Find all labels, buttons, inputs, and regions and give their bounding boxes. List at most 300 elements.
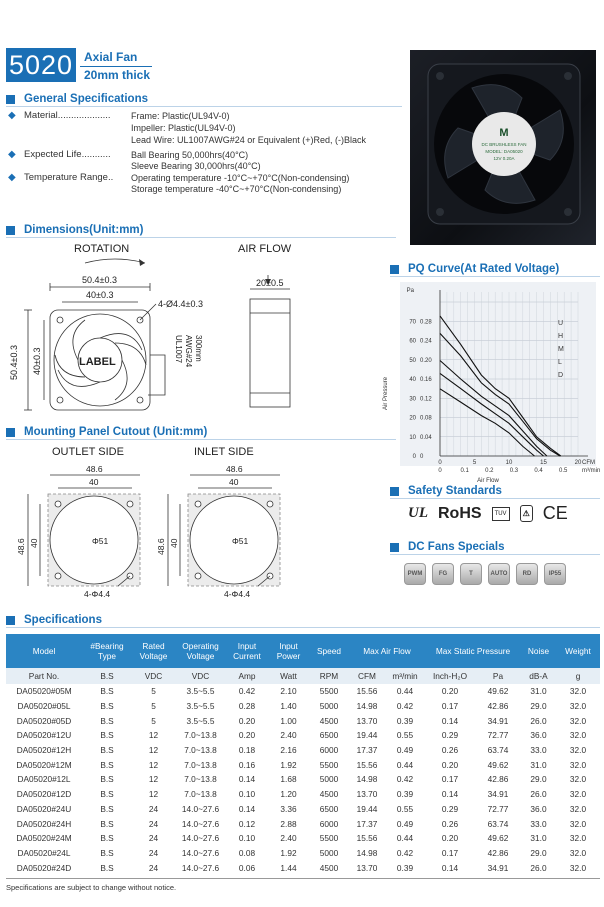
table-cell: 32.0 [569, 862, 587, 873]
table-row [6, 816, 600, 831]
table-cell: 0.18 [238, 745, 256, 756]
unit-cell: Pa [475, 668, 521, 684]
table-cell: 0.20 [238, 730, 256, 741]
outlet-width-inner: 40 [89, 477, 99, 487]
specials-icons [404, 563, 566, 585]
pq-x-tick: 20 [574, 460, 582, 466]
dimensions-heading: Dimensions(Unit:mm) [6, 224, 143, 236]
table-cell: 13.70 [356, 715, 378, 726]
table-cell: 15.56 [356, 833, 378, 844]
table-cell: 1.92 [280, 847, 297, 858]
table-cell: 0.20 [441, 759, 459, 770]
spec-table-wrap [6, 634, 600, 892]
table-cell: 4500 [319, 715, 339, 726]
table-row [6, 860, 600, 875]
pq-y-unit: Pa [406, 288, 414, 294]
table-cell: B.S [100, 774, 114, 785]
table-cell: 14.98 [356, 774, 378, 785]
wire-spec-1: UL1007 [174, 335, 183, 364]
photo-label-2: MODEL: DA05020 [485, 149, 523, 154]
table-row [6, 699, 600, 714]
table-cell: 12 [148, 745, 159, 756]
table-cell: 13.70 [356, 789, 378, 800]
table-cell: 32.0 [569, 818, 587, 829]
table-cell: 0.14 [441, 715, 459, 726]
part-number-cell: DA05020#12L [17, 774, 71, 785]
table-row [6, 772, 600, 787]
material-2: Impeller: Plastic(UL94V-0) [131, 123, 236, 133]
table-cell: 0.14 [441, 789, 459, 800]
life-label: Expected Life........... [24, 149, 111, 160]
table-cell: 24 [148, 862, 159, 873]
table-cell: 1.00 [280, 715, 297, 726]
pq-x-tick: 10 [505, 460, 513, 466]
pq-y-tick: 40 [409, 377, 416, 383]
outlet-height-inner: 40 [29, 538, 39, 548]
general-specs-heading: General Specifications [6, 93, 148, 105]
table-cell: 24 [148, 847, 159, 858]
part-number-cell: DA05020#12U [16, 730, 72, 741]
outlet-width-outer: 48.6 [86, 464, 103, 474]
table-row [6, 713, 600, 728]
inlet-height-inner: 40 [169, 538, 179, 548]
table-cell: B.S [100, 715, 114, 726]
table-cell: 1.40 [280, 701, 297, 712]
unit-cell: CFM [349, 668, 385, 684]
table-cell: 0.55 [396, 730, 414, 741]
table-cell: 14.0~27.6 [181, 818, 220, 829]
pwm-icon: PWM [404, 563, 426, 585]
table-cell: B.S [100, 833, 114, 844]
bullet-icon: ◆ [8, 172, 16, 183]
bullet-icon: ◆ [8, 149, 16, 160]
rotation-label: ROTATION [74, 243, 130, 255]
table-cell: 7.0~13.8 [184, 774, 217, 785]
table-cell: 1.20 [280, 789, 297, 800]
table-cell: 42.86 [487, 847, 509, 858]
pq-x-tick-bottom: 0.3 [509, 468, 519, 474]
col-operating-voltage: Operating Voltage [175, 634, 226, 668]
fan-photo [410, 50, 596, 245]
table-cell: 72.77 [487, 730, 509, 741]
pq-heading: PQ Curve(At Rated Voltage) [390, 263, 559, 275]
pq-series-label: D [558, 372, 564, 379]
material-1: Frame: Plastic(UL94V-0) [131, 111, 230, 121]
table-cell: 49.62 [487, 833, 509, 844]
table-cell: 5000 [319, 701, 339, 712]
unit-cell: Inch-H₂O [425, 668, 475, 684]
part-number-cell: DA05020#24U [16, 803, 72, 814]
fan-label: LABEL [79, 356, 116, 368]
table-cell: 49.62 [487, 759, 509, 770]
table-header-row [6, 634, 600, 668]
model-badge: 5020 [6, 48, 76, 82]
tuv-mark-icon: TUV [492, 507, 510, 521]
table-cell: 72.77 [487, 803, 509, 814]
table-cell: 0.12 [238, 818, 256, 829]
table-cell: 6500 [319, 803, 339, 814]
table-cell: 5500 [319, 833, 339, 844]
inlet-side-label: INLET SIDE [194, 446, 254, 458]
material-label: Material.................... [24, 110, 111, 121]
cutout-heading: Mounting Panel Cutout (Unit:mm) [6, 426, 207, 438]
table-cell: 0.06 [238, 862, 256, 873]
pq-y-tick-right: 0 [420, 454, 424, 460]
table-cell: 0.20 [441, 833, 459, 844]
table-cell: 32.0 [569, 715, 587, 726]
table-cell: 0.16 [238, 759, 256, 770]
dim-thickness: 20±0.5 [256, 278, 284, 288]
table-cell: 1.44 [280, 862, 297, 873]
table-cell: 4500 [319, 862, 339, 873]
table-cell: B.S [100, 818, 114, 829]
inlet-width-outer: 48.6 [226, 464, 243, 474]
table-cell: 0.39 [396, 715, 414, 726]
table-cell: B.S [100, 803, 114, 814]
pq-y-tick-right: 0.20 [420, 357, 432, 364]
table-cell: 0.17 [441, 701, 459, 712]
table-cell: 3.5~5.5 [186, 686, 215, 697]
part-number-cell: DA05020#05L [17, 701, 71, 712]
safety-marks [408, 503, 568, 524]
table-cell: 36.0 [530, 730, 547, 741]
pq-series-label: U [558, 320, 564, 327]
airflow-label: AIR FLOW [238, 243, 292, 255]
temp-label: Temperature Range.. [24, 172, 114, 183]
table-row [6, 802, 600, 817]
pq-y-tick-right: 0.16 [420, 377, 432, 383]
temp-1: Operating temperature -10°C~+70°C(Non-condensing) [131, 173, 350, 183]
unit-cell: dB-A [521, 668, 556, 684]
table-cell: 0.28 [238, 701, 256, 712]
pq-x-unit-bottom: m³/min [582, 468, 601, 474]
pq-y-tick: 50 [409, 357, 416, 364]
table-cell: B.S [100, 701, 114, 712]
ul-mark-icon: UL [408, 505, 428, 521]
specifications-heading: Specifications [6, 614, 102, 626]
table-cell: 4500 [319, 789, 339, 800]
pq-y-tick-right: 0.04 [420, 434, 432, 441]
life-1: Ball Bearing 50,000hrs(40°C) [131, 150, 249, 160]
pq-chart [378, 280, 601, 484]
table-cell: B.S [100, 862, 114, 873]
fan-image [410, 50, 596, 245]
inlet-height-outer: 48.6 [156, 538, 166, 555]
table-cell: 5 [151, 686, 156, 697]
table-cell: 0.20 [441, 686, 459, 697]
unit-cell: VDC [132, 668, 175, 684]
table-cell: 7.0~13.8 [184, 789, 217, 800]
col-rated-voltage: Rated Voltage [132, 634, 175, 668]
table-cell: 7.0~13.8 [184, 745, 217, 756]
unit-cell: RPM [309, 668, 349, 684]
unit-cell: VDC [175, 668, 226, 684]
table-cell: 5500 [319, 686, 339, 697]
col-speed: Speed [309, 634, 349, 668]
table-cell: 0.39 [396, 862, 414, 873]
table-cell: 0.08 [238, 847, 256, 858]
spec-table [6, 634, 600, 875]
table-row [6, 846, 600, 861]
col-weight: Weight [556, 634, 600, 668]
table-cell: 42.86 [487, 774, 509, 785]
inlet-diameter: Φ51 [232, 536, 249, 546]
pq-y-tick-right: 0.28 [420, 319, 432, 326]
pq-x-tick-bottom: 0.5 [559, 468, 568, 474]
table-cell: 6500 [319, 730, 339, 741]
table-cell: 29.0 [530, 847, 547, 858]
table-cell: 0.44 [396, 759, 414, 770]
table-cell: 0.14 [238, 774, 256, 785]
table-cell: 36.0 [530, 803, 547, 814]
outlet-holes: 4-Φ4.4 [84, 589, 111, 599]
table-cell: 31.0 [530, 686, 547, 697]
table-cell: 31.0 [530, 759, 547, 770]
table-cell: 12 [148, 789, 159, 800]
unit-cell: B.S [82, 668, 132, 684]
part-number-cell: DA05020#12D [16, 789, 72, 800]
temp-2: Storage temperature -40°C~+70°C(Non-condensing) [131, 184, 342, 194]
table-row [6, 757, 600, 772]
table-cell: 63.74 [487, 745, 509, 756]
col-static-pressure: Max Static Pressure [425, 634, 521, 668]
table-cell: 15.56 [356, 686, 378, 697]
ce-mark-icon: CE [542, 503, 568, 523]
pq-y-tick-right: 0.08 [420, 415, 432, 422]
pq-y-tick: 60 [409, 338, 416, 345]
table-cell: B.S [100, 847, 114, 858]
table-cell: 5 [151, 715, 156, 726]
table-cell: 3.5~5.5 [186, 701, 215, 712]
table-cell: 0.49 [396, 818, 414, 829]
table-cell: 0.14 [238, 803, 256, 814]
part-number-cell: DA05020#24H [16, 818, 72, 829]
table-cell: 15.56 [356, 759, 378, 770]
life-2: Sleeve Bearing 30,000hrs(40°C) [131, 161, 261, 171]
col-model: Model [6, 634, 82, 668]
table-cell: 12 [148, 774, 159, 785]
table-cell: 29.0 [530, 774, 547, 785]
table-cell: 0.42 [396, 774, 414, 785]
table-cell: 32.0 [569, 686, 587, 697]
table-row [6, 743, 600, 758]
cutout-drawing [0, 460, 400, 600]
table-cell: 34.91 [487, 715, 509, 726]
table-cell: 63.74 [487, 818, 509, 829]
pq-y-tick: 10 [409, 434, 416, 441]
table-cell: 0.42 [238, 686, 256, 697]
table-row [6, 831, 600, 846]
pq-x-tick: 0 [438, 460, 442, 466]
table-cell: 24 [148, 803, 159, 814]
table-cell: 32.0 [569, 745, 587, 756]
table-cell: B.S [100, 759, 114, 770]
table-cell: 17.37 [356, 745, 378, 756]
table-cell: 49.62 [487, 686, 509, 697]
unit-cell: m³/min [385, 668, 425, 684]
fan-thickness: 20mm thick [84, 68, 151, 82]
dim-hole: 4-Ø4.4±0.3 [158, 299, 203, 309]
table-cell: 5500 [319, 759, 339, 770]
table-cell: 32.0 [569, 803, 587, 814]
fan-type: Axial Fan [84, 50, 138, 64]
table-cell: 32.0 [569, 847, 587, 858]
table-cell: B.S [100, 745, 114, 756]
inlet-width-inner: 40 [229, 477, 239, 487]
table-cell: 2.88 [280, 818, 297, 829]
inlet-holes: 4-Φ4.4 [224, 589, 251, 599]
col-bearing: #Bearing Type [82, 634, 132, 668]
safety-heading: Safety Standards [390, 485, 502, 497]
table-cell: 0.14 [441, 862, 459, 873]
table-cell: 42.86 [487, 701, 509, 712]
ip55-icon: IP55 [544, 563, 566, 585]
part-number-cell: DA05020#24M [16, 833, 72, 844]
outlet-side-label: OUTLET SIDE [52, 446, 124, 458]
table-cell: 12 [148, 759, 159, 770]
table-cell: 2.40 [280, 833, 297, 844]
table-cell: B.S [100, 686, 114, 697]
table-cell: 32.0 [569, 701, 587, 712]
table-cell: 33.0 [530, 818, 547, 829]
pq-series-label: M [558, 346, 564, 353]
table-cell: 6000 [319, 818, 339, 829]
photo-brand: M [499, 127, 509, 139]
photo-label-3: 12V 0.20A [493, 156, 515, 161]
table-cell: 6000 [319, 745, 339, 756]
table-cell: 0.17 [441, 847, 459, 858]
table-cell: 0.39 [396, 789, 414, 800]
table-cell: B.S [100, 789, 114, 800]
table-cell: 14.98 [356, 701, 378, 712]
material-3: Lead Wire: UL1007AWG#24 or Equivalent (+)Red, (-)Black [131, 135, 367, 145]
table-cell: 17.37 [356, 818, 378, 829]
table-cell: 2.10 [280, 686, 297, 697]
table-cell: 2.40 [280, 730, 297, 741]
bullet-icon: ◆ [8, 110, 16, 121]
table-cell: 0.55 [396, 803, 414, 814]
table-units-row [6, 668, 600, 684]
specials-heading: DC Fans Specials [390, 541, 505, 553]
table-cell: 12 [148, 730, 159, 741]
part-number-cell: DA05020#24D [16, 862, 72, 873]
table-cell: 0.10 [238, 833, 256, 844]
table-cell: 7.0~13.8 [184, 759, 217, 770]
pq-x-tick-bottom: 0.4 [534, 468, 543, 474]
dim-outer: 50.4±0.3 [82, 275, 117, 285]
pq-x-tick: 5 [472, 460, 477, 466]
table-cell: 14.0~27.6 [181, 847, 220, 858]
outlet-height-outer: 48.6 [16, 538, 26, 555]
table-cell: 32.0 [569, 789, 587, 800]
dim-inner: 40±0.3 [86, 290, 114, 300]
wire-spec-3: 300mm [194, 335, 203, 362]
table-cell: 0.17 [441, 774, 459, 785]
pq-y-tick: 70 [409, 319, 416, 326]
table-cell: 5000 [319, 774, 339, 785]
table-cell: 3.5~5.5 [186, 715, 215, 726]
unit-cell: Amp [226, 668, 268, 684]
col-noise: Noise [521, 634, 556, 668]
table-cell: 32.0 [569, 833, 587, 844]
table-cell: 5000 [319, 847, 339, 858]
table-cell: 0.42 [396, 847, 414, 858]
dim-outer-vertical: 50.4±0.3 [9, 345, 19, 380]
table-row [6, 684, 600, 699]
table-cell: 3.36 [280, 803, 297, 814]
footnote: Specifications are subject to change without notice. [6, 882, 177, 892]
rohs-mark-icon: RoHS [438, 504, 482, 522]
table-cell: 1.92 [280, 759, 297, 770]
rd-icon: RD [516, 563, 538, 585]
table-cell: 31.0 [530, 833, 547, 844]
table-cell: 14.0~27.6 [181, 862, 220, 873]
unit-cell: Watt [268, 668, 309, 684]
table-cell: 0.10 [238, 789, 256, 800]
table-cell: 32.0 [569, 759, 587, 770]
pq-y-tick-right: 0.12 [420, 396, 432, 403]
table-cell: 24 [148, 818, 159, 829]
photo-label-1: DC BRUSHLESS FAN [481, 142, 527, 147]
table-cell: 0.20 [238, 715, 256, 726]
table-cell: 24 [148, 833, 159, 844]
table-cell: 26.0 [530, 789, 547, 800]
unit-cell: Part No. [6, 668, 82, 684]
table-cell: 0.29 [441, 730, 459, 741]
part-number-cell: DA05020#12H [16, 745, 72, 756]
table-cell: 32.0 [569, 730, 587, 741]
pq-x-unit: CFM [582, 460, 595, 466]
pq-y-tick-right: 0.24 [420, 338, 432, 345]
table-cell: 26.0 [530, 862, 547, 873]
table-cell: 5 [151, 701, 156, 712]
pq-y-tick: 20 [409, 415, 416, 422]
pq-series-label: L [558, 359, 562, 366]
table-cell: B.S [100, 730, 114, 741]
table-cell: 2.16 [280, 745, 297, 756]
table-cell: 34.91 [487, 789, 509, 800]
auto-restart-icon: AUTO [488, 563, 510, 585]
table-cell: 1.68 [280, 774, 297, 785]
table-cell: 19.44 [356, 803, 378, 814]
col-input-current: Input Current [226, 634, 268, 668]
dim-inner-vertical: 40±0.3 [32, 347, 42, 375]
pq-x-tick-bottom: 0 [438, 468, 442, 474]
table-cell: 13.70 [356, 862, 378, 873]
pq-x-label: Air Flow [477, 478, 499, 484]
table-cell: 14.98 [356, 847, 378, 858]
table-cell: 19.44 [356, 730, 378, 741]
table-cell: 14.0~27.6 [181, 803, 220, 814]
table-cell: 7.0~13.8 [184, 730, 217, 741]
table-cell: 0.26 [441, 745, 459, 756]
pq-y-tick: 30 [409, 396, 416, 403]
table-cell: 33.0 [530, 745, 547, 756]
table-cell: 26.0 [530, 715, 547, 726]
unit-cell: g [556, 668, 600, 684]
table-cell: 0.29 [441, 803, 459, 814]
pq-x-tick: 15 [540, 460, 547, 466]
part-number-cell: DA05020#24L [17, 847, 71, 858]
outlet-diameter: Φ51 [92, 536, 109, 546]
table-cell: 0.44 [396, 686, 414, 697]
table-cell: 0.26 [441, 818, 459, 829]
gs-mark-icon: ⚠ [520, 505, 533, 522]
part-number-cell: DA05020#05D [16, 715, 72, 726]
pq-x-tick-bottom: 0.2 [485, 468, 494, 474]
pq-y-label: Air Pressure [383, 376, 389, 410]
table-cell: 32.0 [569, 774, 587, 785]
